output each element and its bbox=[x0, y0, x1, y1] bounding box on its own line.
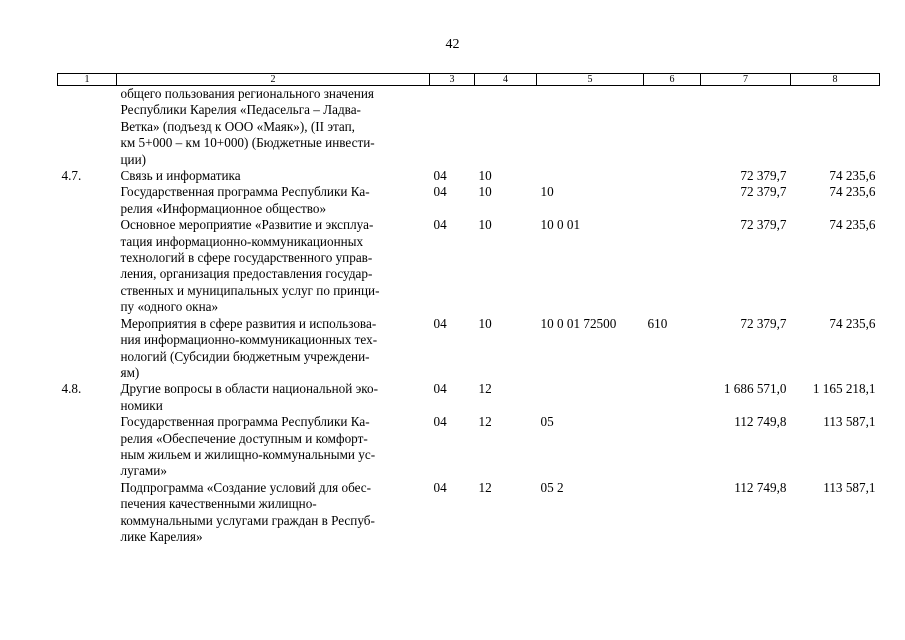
section-code: 04 bbox=[433, 184, 447, 200]
subsection-code: 12 bbox=[478, 414, 492, 430]
column-header: 4 bbox=[475, 74, 537, 86]
column-header: 1 bbox=[58, 74, 117, 86]
amount-year-2: 74 235,6 bbox=[829, 217, 876, 233]
column-header: 2 bbox=[117, 74, 430, 86]
row-name-line: пу «одного окна» bbox=[120, 299, 219, 315]
target-article-code: 05 bbox=[540, 414, 554, 430]
row-name-line: коммунальными услугами граждан в Респуб- bbox=[120, 512, 375, 528]
column-header: 5 bbox=[537, 74, 644, 86]
amount-year-1: 72 379,7 bbox=[740, 315, 787, 331]
table-row bbox=[58, 217, 880, 315]
table-row bbox=[58, 316, 880, 382]
subsection-code: 12 bbox=[478, 479, 492, 495]
section-code: 04 bbox=[433, 479, 447, 495]
target-article-code: 10 0 01 bbox=[540, 217, 581, 233]
row-name-line: технологий в сфере государственного управ- bbox=[120, 250, 373, 266]
row-name-line: тация информационно-коммуникационных bbox=[120, 233, 364, 249]
expense-type-code: 610 bbox=[647, 315, 668, 331]
target-article-code bbox=[537, 168, 644, 184]
row-number bbox=[58, 184, 117, 217]
row-name-line: лике Карелия» bbox=[120, 528, 203, 544]
column-header: 6 bbox=[644, 74, 701, 86]
amount-year-2: 113 587,1 bbox=[823, 479, 876, 495]
expense-type-code bbox=[644, 184, 701, 217]
row-name bbox=[117, 381, 430, 414]
amount-year-2 bbox=[791, 86, 880, 169]
row-name bbox=[117, 168, 430, 184]
table-row bbox=[58, 414, 880, 480]
row-name-line: номики bbox=[120, 397, 163, 413]
row-name-line: ции) bbox=[120, 151, 147, 167]
subsection-code: 10 bbox=[478, 217, 492, 233]
subsection-code: 10 bbox=[478, 184, 492, 200]
expense-type-code bbox=[644, 381, 701, 414]
expense-type-code bbox=[644, 217, 701, 315]
row-name-line: ным жильем и жилищно-коммунальными ус- bbox=[120, 446, 376, 462]
row-name bbox=[117, 414, 430, 480]
section-code: 04 bbox=[433, 168, 447, 184]
row-name-line: Мероприятия в сфере развития и использова- bbox=[120, 315, 377, 331]
row-name-line: ственных и муниципальных услуг по принци- bbox=[120, 282, 380, 298]
amount-year-2: 74 235,6 bbox=[829, 168, 876, 184]
target-article-code bbox=[537, 86, 644, 169]
row-name bbox=[117, 217, 430, 315]
target-article-code: 10 bbox=[540, 184, 554, 200]
amount-year-1: 72 379,7 bbox=[740, 217, 787, 233]
row-number bbox=[58, 480, 117, 546]
section-code: 04 bbox=[433, 414, 447, 430]
amount-year-2: 74 235,6 bbox=[829, 315, 876, 331]
section-code bbox=[430, 86, 475, 169]
table-row bbox=[58, 168, 880, 184]
column-header: 7 bbox=[701, 74, 791, 86]
row-name-line: релия «Информационное общество» bbox=[120, 200, 327, 216]
amount-year-1: 72 379,7 bbox=[740, 168, 787, 184]
budget-table bbox=[57, 73, 880, 545]
subsection-code: 12 bbox=[478, 381, 492, 397]
table-row bbox=[58, 381, 880, 414]
row-name-line: км 5+000 – км 10+000) (Бюджетные инвести- bbox=[120, 135, 375, 151]
row-name bbox=[117, 86, 430, 169]
amount-year-1: 112 749,8 bbox=[734, 479, 787, 495]
row-name bbox=[117, 184, 430, 217]
expense-type-code bbox=[644, 168, 701, 184]
row-name-line: Государственная программа Республики Ка- bbox=[120, 414, 370, 430]
amount-year-1: 72 379,7 bbox=[740, 184, 787, 200]
subsection-code: 10 bbox=[478, 168, 492, 184]
column-header: 3 bbox=[430, 74, 475, 86]
table-body bbox=[58, 86, 880, 546]
target-article-code: 05 2 bbox=[540, 479, 564, 495]
column-header: 8 bbox=[791, 74, 880, 86]
amount-year-2: 113 587,1 bbox=[823, 414, 876, 430]
row-number: 4.7. bbox=[61, 168, 82, 184]
row-name-line: ям) bbox=[120, 364, 140, 380]
row-name-line: Основное мероприятие «Развитие и эксплуа- bbox=[120, 217, 374, 233]
expense-type-code bbox=[644, 86, 701, 169]
amount-year-2: 1 165 218,1 bbox=[812, 381, 876, 397]
row-name-line: Связь и информатика bbox=[120, 168, 241, 184]
row-name-line: Республики Карелия «Педасельга – Ладва- bbox=[120, 102, 361, 118]
row-name-line: Государственная программа Республики Ка- bbox=[120, 184, 370, 200]
row-number bbox=[58, 217, 117, 315]
row-name-line: Другие вопросы в области национальной эко- bbox=[120, 381, 378, 397]
row-name-line: общего пользования регионального значения bbox=[120, 86, 374, 101]
target-article-code bbox=[537, 381, 644, 414]
subsection-code: 10 bbox=[478, 315, 492, 331]
subsection-code bbox=[475, 86, 537, 169]
section-code: 04 bbox=[433, 315, 447, 331]
section-code: 04 bbox=[433, 381, 447, 397]
row-name-line: нологий (Субсидии бюджетным учреждени- bbox=[120, 348, 370, 364]
row-name-line: Подпрограмма «Создание условий для обес- bbox=[120, 479, 372, 495]
table-row bbox=[58, 184, 880, 217]
expense-type-code bbox=[644, 480, 701, 546]
page-number: 42 bbox=[445, 37, 460, 52]
target-article-code: 10 0 01 72500 bbox=[540, 315, 617, 331]
row-name bbox=[117, 480, 430, 546]
row-number bbox=[58, 316, 117, 382]
row-name-line: ления, организация предоставления государ- bbox=[120, 266, 373, 282]
expense-type-code bbox=[644, 414, 701, 480]
table-row bbox=[58, 480, 880, 546]
row-number bbox=[58, 414, 117, 480]
amount-year-2: 74 235,6 bbox=[829, 184, 876, 200]
row-name-line: лугами» bbox=[120, 463, 167, 479]
row-name-line: ния информационно-коммуникационных тех- bbox=[120, 332, 378, 348]
row-name bbox=[117, 316, 430, 382]
row-number: 4.8. bbox=[61, 381, 82, 397]
amount-year-1: 1 686 571,0 bbox=[723, 381, 787, 397]
row-name-line: Ветка» (подъезд к ООО «Маяк»), (II этап, bbox=[120, 118, 355, 134]
amount-year-1 bbox=[701, 86, 791, 169]
section-code: 04 bbox=[433, 217, 447, 233]
row-name-line: релия «Обеспечение доступным и комфорт- bbox=[120, 430, 368, 446]
row-name-line: печения качественными жилищно- bbox=[120, 496, 317, 512]
table-row bbox=[58, 86, 880, 169]
row-number bbox=[58, 86, 117, 169]
amount-year-1: 112 749,8 bbox=[734, 414, 787, 430]
table-header-row bbox=[58, 74, 880, 86]
